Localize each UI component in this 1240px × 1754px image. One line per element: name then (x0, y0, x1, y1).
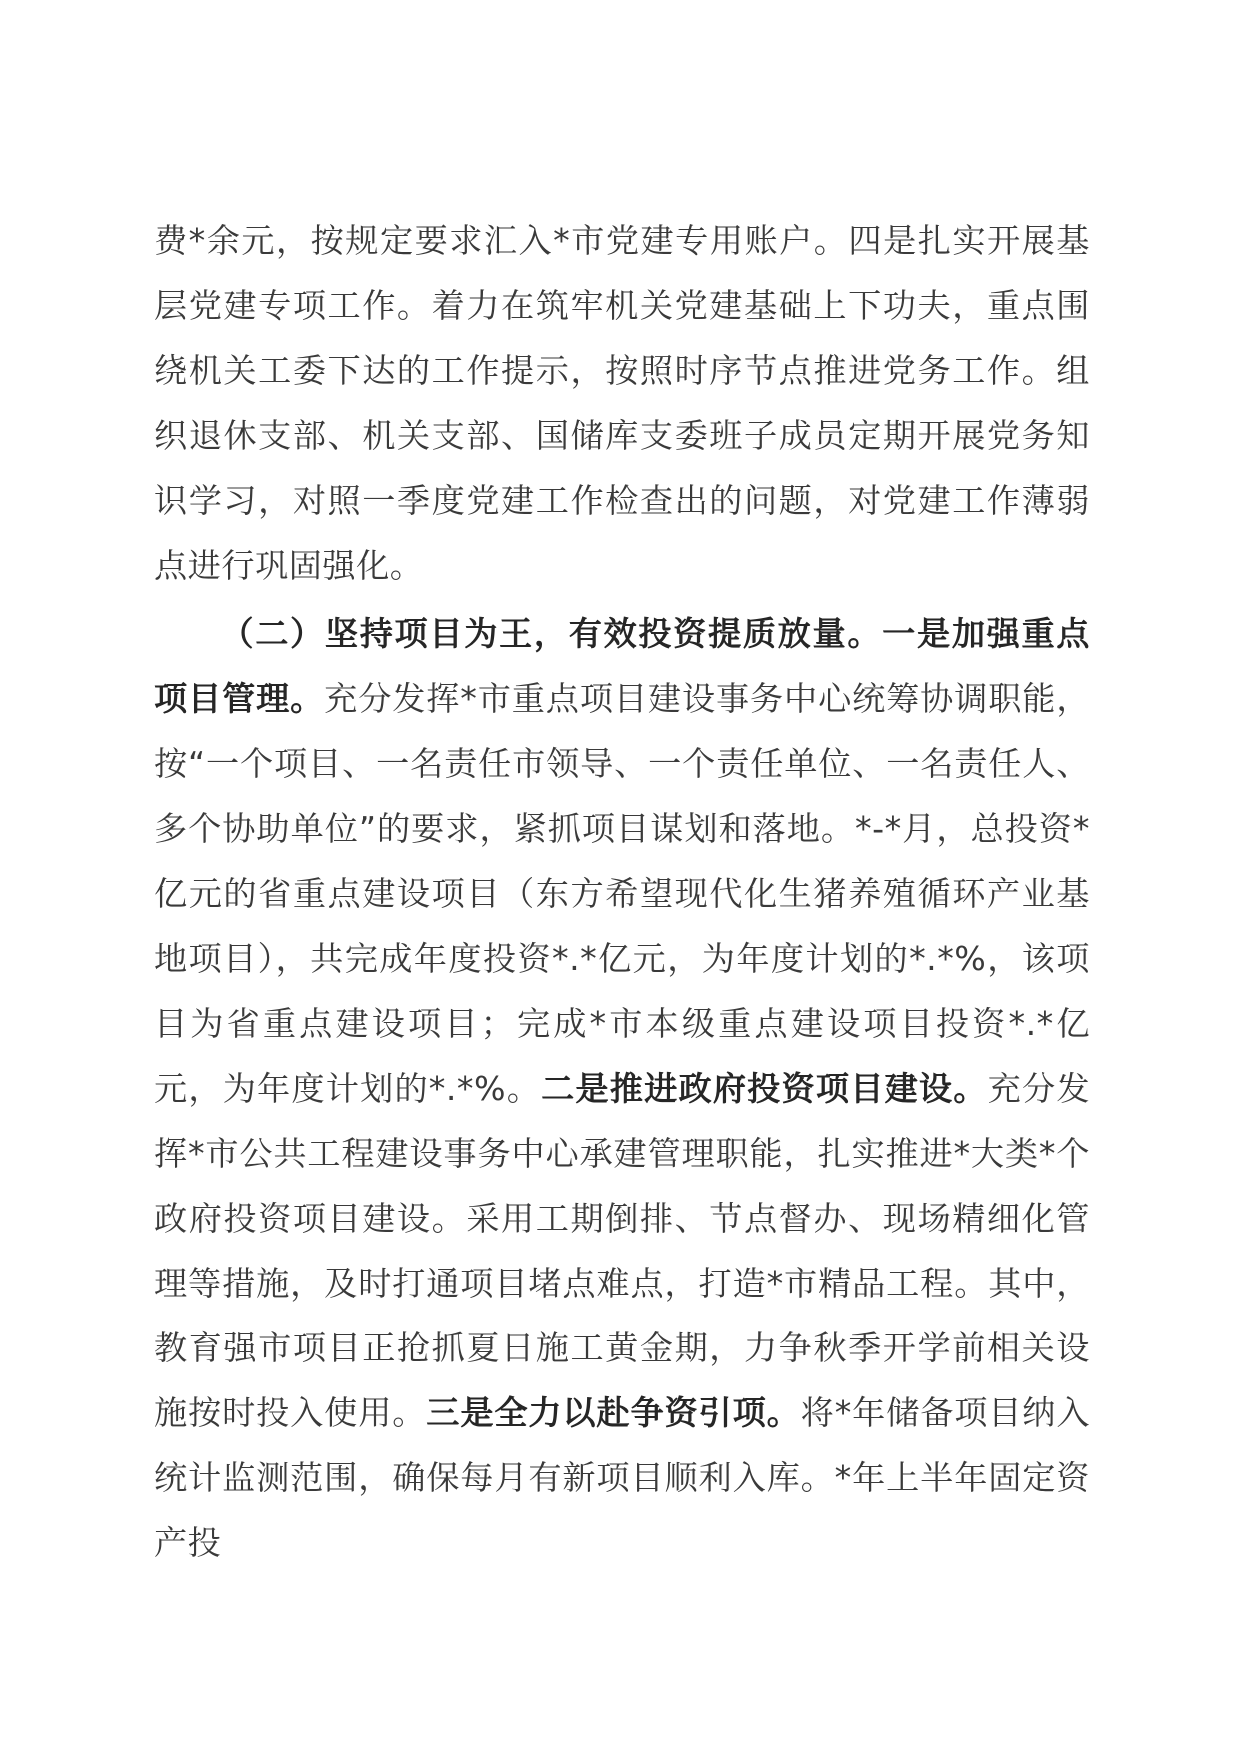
section-heading-2: （二）坚持项目为王，有效投资提质放量。一是加强重点项目管理。 (154, 614, 1090, 719)
paragraph-text: 将*年储备项目纳入统计监测范围，确保每月有新项目顺利入库。*年上半年固定资产投 (154, 1393, 1091, 1563)
paragraph-text: 充分发挥*市公共工程建设事务中心承建管理职能，扎实推进*大类*个政府投资项目建设。采用工期倒排、节点督办、现场精细化管理等措施，及时打通项目堵点难点，打造*市精品工程。其中，教育强市项目正抢抓夏日施工黄金期，力争秋季开学前相关设施按时投入使用。 (154, 1068, 1091, 1433)
paragraph-party-building (154, 209, 1090, 598)
point-heading-3: 三是全力以赴争资引项。 (426, 1393, 801, 1433)
document-body (154, 209, 1090, 1576)
point-heading-2: 二是推进政府投资项目建设。 (541, 1068, 988, 1108)
paragraph-text: 费*余元，按规定要求汇入*市党建专用账户。四是扎实开展基层党建专项工作。着力在筑牢机关党建基础上下功夫，重点围绕机关工委下达的工作提示，按照时序节点推进党务工作。组织退休支部、机关支部、国储库支委班子成员定期开展党务知识学习，对照一季度党建工作检查出的问题，对党建工作薄弱点进行巩固强化。 (154, 221, 1090, 585)
paragraph-text: 充分发挥*市重点项目建设事务中心统筹协调职能，按“一个项目、一名责任市领导、一个责任单位、一名责任人、多个协助单位”的要求，紧抓项目谋划和落地。*-*月，总投资*亿元的省重点建设项目（东方希望现代化生猪养殖循环产业基地项目），共完成年度投资*.*亿元，为年度计划的*.*%，该项目为省重点建设项目；完成*市本级重点建设项目投资*.*亿元，为年度计划的*.*%。 (154, 679, 1091, 1108)
paragraph-project-investment (154, 602, 1090, 1576)
